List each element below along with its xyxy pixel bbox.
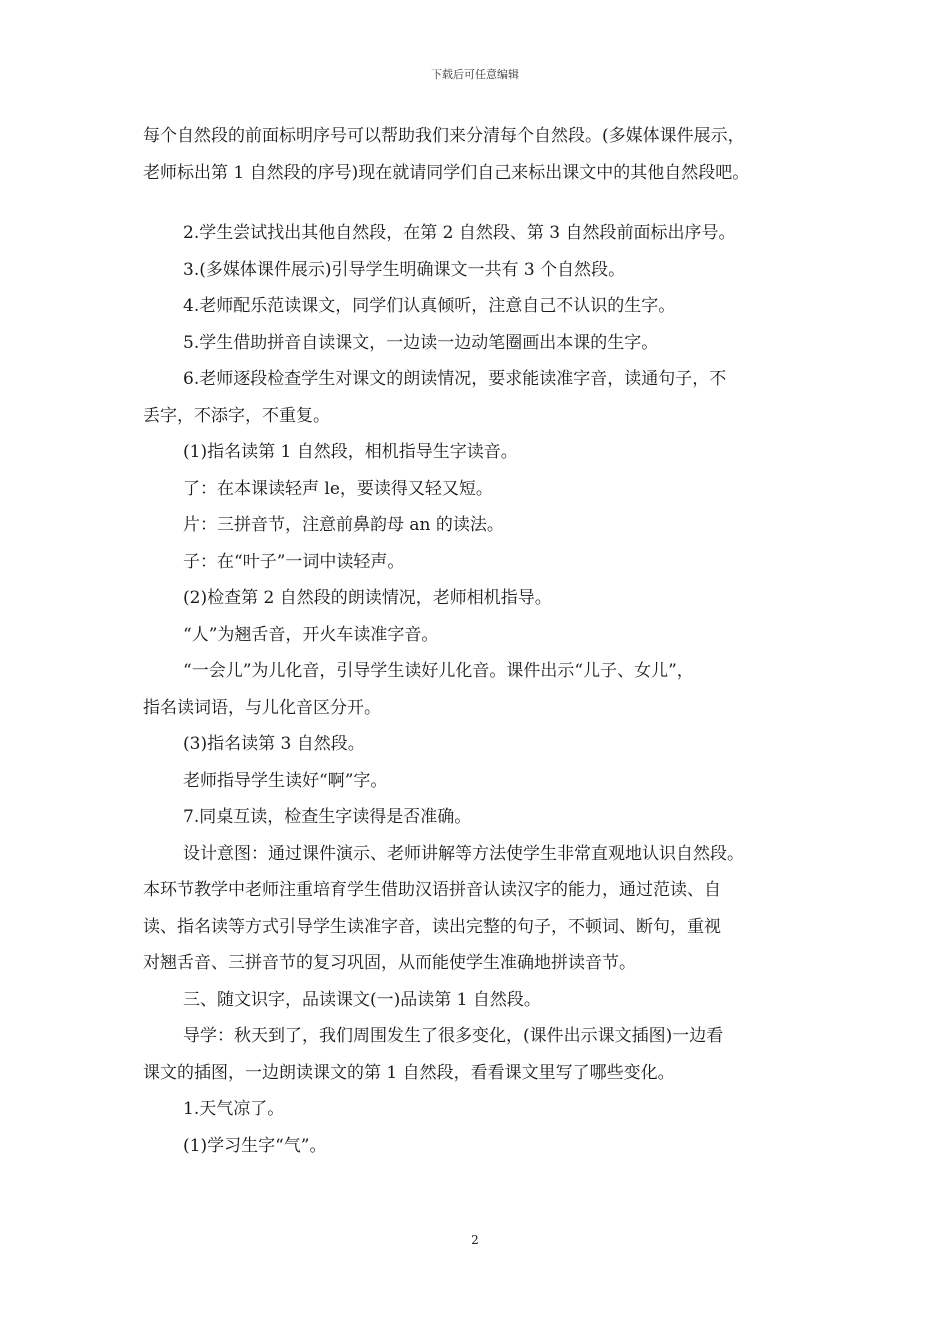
paragraph-line: 老师标出第 1 自然段的序号)现在就请同学们自己来标出课文中的其他自然段吧。 bbox=[143, 162, 750, 183]
paragraph-line: 丢字，不添字，不重复。 bbox=[143, 405, 330, 426]
paragraph-line: 每个自然段的前面标明序号可以帮助我们来分清每个自然段。(多媒体课件展示， bbox=[143, 126, 745, 146]
paragraph-line: 本环节教学中老师注重培育学生借助汉语拼音认读汉字的能力，通过范读、自 bbox=[143, 880, 721, 900]
paragraph-line: 课文的插图，一边朗读课文的第 1 自然段，看看课文里写了哪些变化。 bbox=[143, 1062, 675, 1083]
section-heading: 三、随文识字，品读课文(一)品读第 1 自然段。 bbox=[183, 989, 541, 1010]
paragraph-line: “人”为翘舌音，开火车读准字音。 bbox=[183, 624, 439, 645]
paragraph-line: 老师指导学生读好“啊”字。 bbox=[183, 770, 388, 791]
paragraph-line: 2.学生尝试找出其他自然段，在第 2 自然段、第 3 自然段前面标出序号。 bbox=[183, 223, 736, 243]
paragraph-line: 5.学生借助拼音自读课文，一边读一边动笔圈画出本课的生字。 bbox=[183, 332, 659, 353]
paragraph-line: 设计意图：通过课件演示、老师讲解等方法使学生非常直观地认识自然段。 bbox=[183, 843, 744, 864]
paragraph-line: 导学：秋天到了，我们周围发生了很多变化，(课件出示课文插图)一边看 bbox=[183, 1026, 724, 1046]
document-body bbox=[143, 118, 815, 1164]
paragraph-line: 3.(多媒体课件展示)引导学生明确课文一共有 3 个自然段。 bbox=[183, 259, 626, 280]
paragraph-line: 读、指名读等方式引导学生读准字音，读出完整的句子，不顿词、断句，重视 bbox=[143, 916, 721, 937]
paragraph-line: 片：三拼音节，注意前鼻韵母 an 的读法。 bbox=[183, 515, 504, 535]
paragraph-line: 指名读词语，与儿化音区分开。 bbox=[143, 697, 381, 718]
paragraph-line: (1)学习生字“气”。 bbox=[183, 1135, 327, 1156]
paragraph-line: 对翘舌音、三拼音节的复习巩固，从而能使学生准确地拼读音节。 bbox=[143, 953, 636, 973]
paragraph-line: 7.同桌互读，检查生字读得是否准确。 bbox=[183, 807, 472, 827]
paragraph-line: (2)检查第 2 自然段的朗读情况，老师相机指导。 bbox=[183, 588, 552, 608]
paragraph-line: 1.天气凉了。 bbox=[183, 1099, 285, 1119]
paragraph-line: (1)指名读第 1 自然段，相机指导生字读音。 bbox=[183, 442, 518, 462]
paragraph-line: 6.老师逐段检查学生对课文的朗读情况，要求能读准字音，读通句子，不 bbox=[183, 369, 727, 389]
paragraph-line: (3)指名读第 3 自然段。 bbox=[183, 734, 365, 754]
paragraph-line: 子：在“叶子”一词中读轻声。 bbox=[183, 551, 405, 572]
paragraph-line: “一会儿”为儿化音，引导学生读好儿化音。课件出示“儿子、女儿”， bbox=[183, 661, 694, 681]
page-number: 2 bbox=[471, 1233, 479, 1247]
paragraph-line: 了：在本课读轻声 le，要读得又轻又短。 bbox=[183, 478, 493, 499]
paragraph-gap bbox=[143, 191, 815, 215]
page-header: 下载后可任意编辑 bbox=[431, 68, 519, 81]
paragraph-line: 4.老师配乐范读课文，同学们认真倾听，注意自己不认识的生字。 bbox=[183, 296, 676, 316]
